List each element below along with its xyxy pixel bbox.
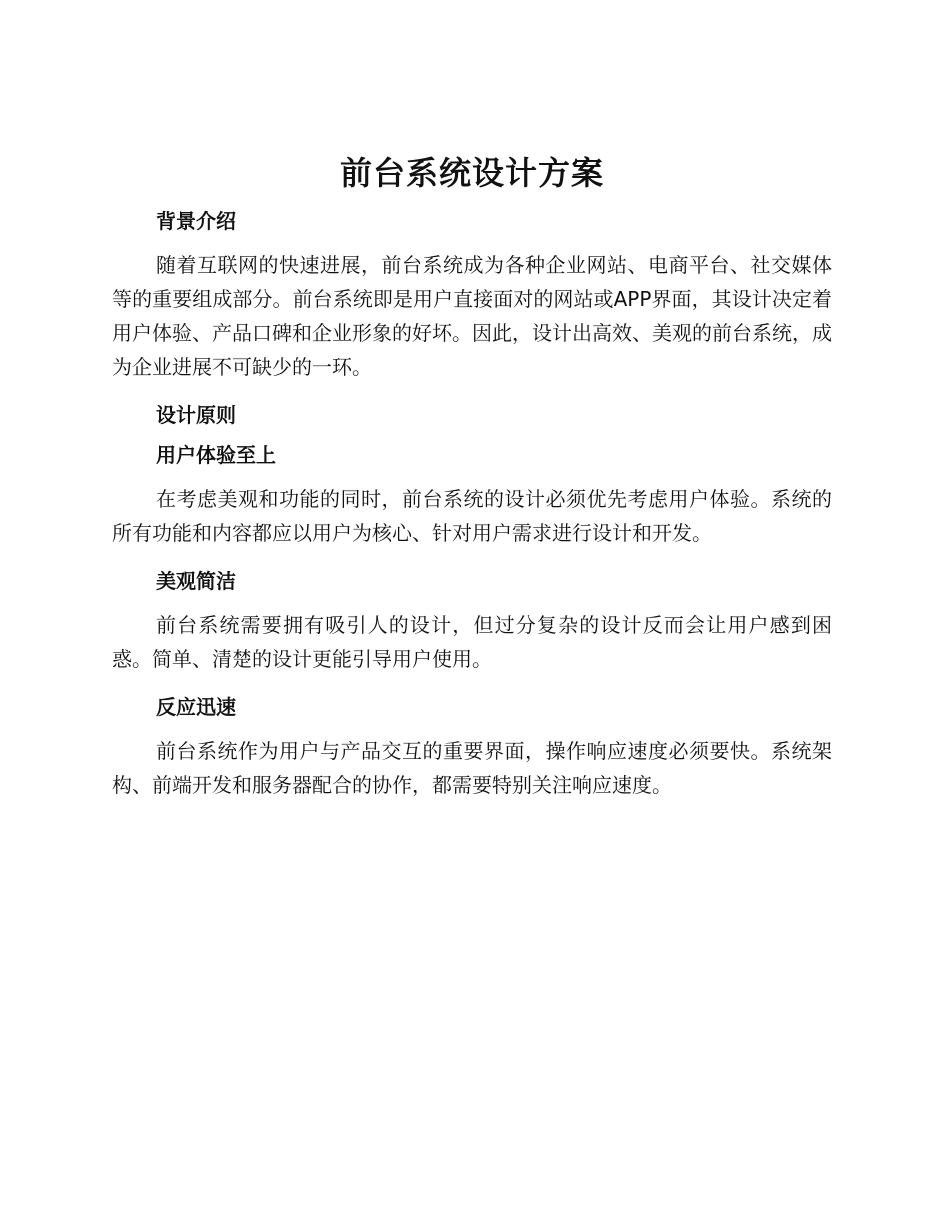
section-paragraph-background: 随着互联网的快速进展，前台系统成为各种企业网站、电商平台、社交媒体等的重要组成部分。前台系统即是用户直接面对的网站或APP界面，其设计决定着用户体验、产品口碑和企业形象的好坏。因此，设计出高效、美观的前台系统，成为企业进展不可缺少的一环。 — [112, 253, 832, 379]
subsection-heading-speed: 反应迅速 — [156, 695, 236, 719]
section-heading-background: 背景介绍 — [156, 209, 236, 233]
subsection-paragraph-aesthetic: 前台系统需要拥有吸引人的设计，但过分复杂的设计反而会让用户感到困惑。简单、清楚的设计更能引导用户使用。 — [112, 613, 832, 671]
section-heading-principles: 设计原则 — [156, 403, 236, 427]
subsection-heading-ux: 用户体验至上 — [156, 443, 276, 467]
document-content — [112, 150, 832, 802]
subsection-heading-aesthetic: 美观简洁 — [156, 569, 236, 593]
subsection-paragraph-ux: 在考虑美观和功能的同时，前台系统的设计必须优先考虑用户体验。系统的所有功能和内容都应以用户为核心、针对用户需求进行设计和开发。 — [112, 487, 832, 545]
subsection-paragraph-speed: 前台系统作为用户与产品交互的重要界面，操作响应速度必须要快。系统架构、前端开发和服务器配合的协作，都需要特别关注响应速度。 — [112, 739, 832, 797]
document-title: 前台系统设计方案 — [339, 154, 604, 192]
